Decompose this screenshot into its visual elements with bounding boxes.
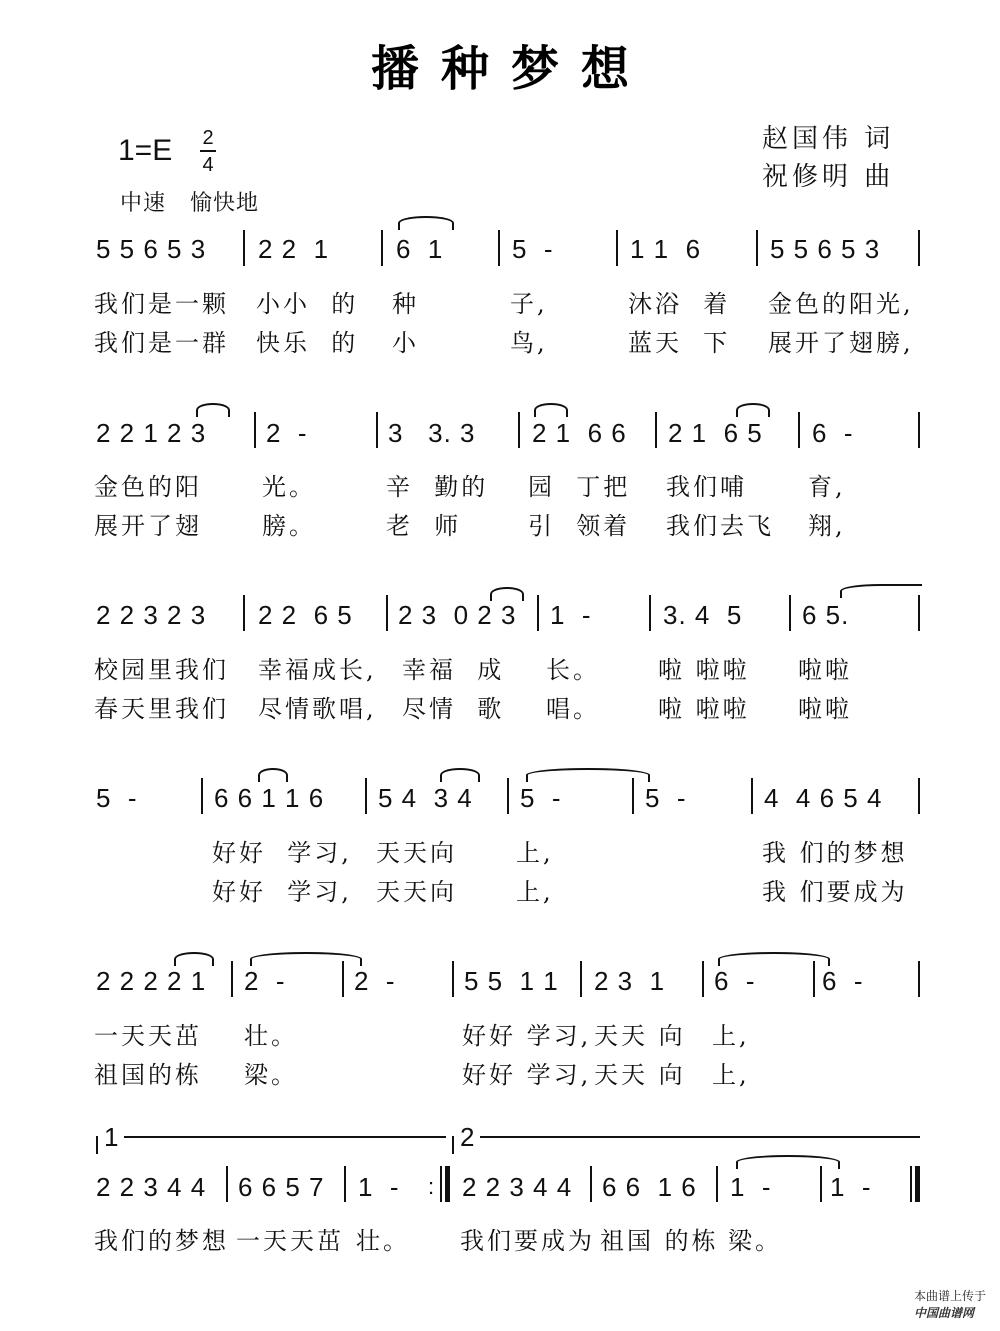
time-signature-numerator: 2 <box>202 127 214 149</box>
barline <box>518 412 520 448</box>
lyric-verse-2: 展开了翅膀, <box>768 329 914 357</box>
measure-notes: 4 4 6 5 4 <box>764 783 883 813</box>
lyric-verse-1: 幸福 成 <box>402 656 505 684</box>
barline <box>918 595 920 631</box>
lyric-verse-1: 祖国 的栋 <box>600 1227 719 1255</box>
measure-notes: 1 - <box>550 600 592 630</box>
measure-notes: 6 1 <box>396 234 444 264</box>
measure-notes: 1 1 6 <box>630 234 702 264</box>
barline <box>655 412 657 448</box>
measure-notes: 3 3. 3 <box>388 418 476 448</box>
slur-arc <box>534 403 568 417</box>
volta-2-number: 2 <box>460 1122 475 1152</box>
final-barline-thin <box>910 1166 912 1202</box>
tie-arc <box>250 952 362 966</box>
barline <box>243 595 245 631</box>
barline <box>498 230 500 266</box>
key-signature: 1=E <box>118 134 173 167</box>
lyric-verse-2: 蓝天 下 <box>628 329 731 357</box>
lyric-verse-1: 园 丁把 <box>528 473 631 501</box>
lyric-verse-1: 一天天茁 <box>236 1227 344 1255</box>
barline <box>344 1166 346 1202</box>
lyric-verse-1: 幸福成长, <box>258 656 377 684</box>
lyric-verse-1: 金色的阳 <box>94 473 202 501</box>
lyric-verse-1: 光。 <box>262 473 316 501</box>
lyric-verse-2: 上, <box>516 878 554 906</box>
lyric-verse-1: 上, <box>516 839 554 867</box>
lyric-verse-2: 膀。 <box>262 512 316 540</box>
measure-notes: 2 1 6 6 <box>532 418 627 448</box>
barline <box>231 961 233 997</box>
measure-notes: 6 - <box>714 966 756 996</box>
repeat-dots: : <box>428 1174 435 1199</box>
repeat-barline-thin <box>440 1166 442 1202</box>
barline <box>376 412 378 448</box>
measure-notes: 2 1 6 5 <box>668 418 763 448</box>
final-barline-thick <box>915 1166 920 1202</box>
measure-notes: 2 - <box>244 966 286 996</box>
barline <box>616 230 618 266</box>
barline <box>918 230 920 266</box>
slur-arc <box>736 403 770 417</box>
footer-credit <box>906 1273 986 1321</box>
measure-notes: 6 6 1 6 <box>602 1172 697 1202</box>
barline <box>386 595 388 631</box>
barline <box>716 1166 718 1202</box>
lyric-verse-2: 好好 学习, <box>212 878 352 906</box>
measure-notes: 2 2 1 <box>258 234 330 264</box>
lyric-verse-2: 尽情 歌 <box>402 695 505 723</box>
lyricist-credit: 赵国伟 词 <box>762 124 895 154</box>
barline <box>751 778 753 814</box>
barline <box>342 961 344 997</box>
measure-notes: 2 2 3 4 4 <box>96 1172 207 1202</box>
tie-arc <box>398 216 454 230</box>
barline <box>226 1166 228 1202</box>
lyric-verse-1: 壮。 <box>244 1022 298 1050</box>
lyric-verse-2: 快乐 的 <box>256 329 359 357</box>
lyric-verse-1: 上, <box>712 1022 750 1050</box>
lyric-verse-2: 天天 向 <box>594 1061 686 1089</box>
lyric-verse-1: 金色的阳光, <box>768 290 914 318</box>
lyric-verse-1: 好好 学习, <box>212 839 352 867</box>
lyric-verse-1: 我们哺 <box>666 473 747 501</box>
lyric-verse-2: 祖国的栋 <box>94 1061 202 1089</box>
lyric-verse-2: 尽情歌唱, <box>258 695 377 723</box>
lyric-verse-2: 好好 学习, <box>462 1061 592 1089</box>
lyric-verse-2: 引 领着 <box>528 512 631 540</box>
song-title: 播种梦想 <box>370 41 651 97</box>
lyric-verse-1: 沐浴 着 <box>628 290 731 318</box>
measure-notes: 1 - <box>730 1172 772 1202</box>
barline <box>243 230 245 266</box>
tie-arc <box>736 1155 840 1169</box>
measure-notes: 6 5. <box>802 600 850 630</box>
lyric-verse-1: 校园里我们 <box>94 656 229 684</box>
slur-arc <box>440 768 480 782</box>
barline <box>702 961 704 997</box>
measure-notes: 2 2 1 2 3 <box>96 418 207 448</box>
lyric-verse-2: 鸟, <box>510 329 548 357</box>
lyric-verse-1: 辛 勤的 <box>386 473 489 501</box>
lyric-verse-1: 好好 学习, <box>462 1022 592 1050</box>
lyric-verse-2: 我 们要成为 <box>762 878 908 906</box>
barline <box>452 961 454 997</box>
slur-arc <box>174 952 214 966</box>
lyric-verse-1: 啦 啦啦 <box>658 656 750 684</box>
lyric-verse-2: 啦啦 <box>798 695 852 723</box>
volta-1-number: 1 <box>104 1122 119 1152</box>
volta-1-bracket-left <box>96 1136 98 1154</box>
barline <box>756 230 758 266</box>
measure-notes: 6 6 5 7 <box>238 1172 325 1202</box>
lyric-verse-1: 我们是一颗 <box>94 290 229 318</box>
barline <box>820 1166 822 1202</box>
volta-2-bracket <box>480 1136 920 1138</box>
barline <box>798 412 800 448</box>
barline <box>507 778 509 814</box>
barline <box>632 778 634 814</box>
measure-notes: 2 2 3 4 4 <box>462 1172 573 1202</box>
lyric-verse-2: 老 师 <box>386 512 462 540</box>
volta-2-bracket-left <box>452 1136 454 1154</box>
measure-notes: 2 3 0 2 3 <box>398 600 517 630</box>
lyric-verse-1: 天天 向 <box>594 1022 686 1050</box>
barline <box>813 961 815 997</box>
lyric-verse-2: 小 <box>392 329 419 357</box>
lyric-verse-1: 育, <box>808 473 846 501</box>
barline <box>918 412 920 448</box>
lyric-verse-1: 我 们的梦想 <box>762 839 908 867</box>
barline <box>381 230 383 266</box>
lyric-verse-1: 子, <box>510 290 548 318</box>
barline <box>590 1166 592 1202</box>
measure-notes: 5 - <box>512 234 554 264</box>
barline <box>789 595 791 631</box>
lyric-verse-1: 一天天茁 <box>94 1022 202 1050</box>
lyric-verse-1: 我们的梦想 <box>94 1227 229 1255</box>
barline <box>365 778 367 814</box>
barline <box>580 961 582 997</box>
measure-notes: 2 2 2 2 1 <box>96 966 207 996</box>
lyric-verse-2: 展开了翅 <box>94 512 202 540</box>
time-signature-denominator: 4 <box>202 154 214 176</box>
lyric-verse-2: 翔, <box>808 512 846 540</box>
site-logo: 中国曲谱网 <box>913 1306 974 1320</box>
measure-notes: 2 - <box>266 418 308 448</box>
measure-notes: 6 - <box>812 418 854 448</box>
lyric-verse-1: 壮。 <box>356 1227 410 1255</box>
time-signature-divider <box>200 150 216 152</box>
measure-notes: 5 - <box>645 783 687 813</box>
slur-arc <box>196 403 230 417</box>
barline <box>254 412 256 448</box>
measure-notes: 6 6 1 1 6 <box>214 783 325 813</box>
lyric-verse-1: 我们要成为 <box>460 1227 595 1255</box>
lyric-verse-1: 梁。 <box>728 1227 782 1255</box>
measure-notes: 2 2 3 2 3 <box>96 600 207 630</box>
lyric-verse-2: 我们去飞 <box>666 512 774 540</box>
barline <box>918 961 920 997</box>
lyric-verse-2: 上, <box>712 1061 750 1089</box>
lyric-verse-1: 天天向 <box>376 839 457 867</box>
lyric-verse-2: 我们是一群 <box>94 329 229 357</box>
measure-notes: 3. 4 5 <box>663 600 743 630</box>
tempo-marking: 中速 愉快地 <box>120 191 259 216</box>
measure-notes: 5 5 1 1 <box>464 966 559 996</box>
slur-arc <box>258 768 288 782</box>
measure-notes: 5 4 3 4 <box>378 783 473 813</box>
repeat-barline-thick <box>445 1166 450 1202</box>
footer-text: 本曲谱上传于 <box>913 1289 986 1303</box>
slur-arc <box>490 587 524 601</box>
lyric-verse-2: 啦 啦啦 <box>658 695 750 723</box>
measure-notes: 5 5 6 5 3 <box>770 234 881 264</box>
lyric-verse-1: 种 <box>392 290 419 318</box>
lyric-verse-1: 啦啦 <box>798 656 852 684</box>
lyric-verse-1: 长。 <box>546 656 600 684</box>
measure-notes: 6 - <box>822 966 864 996</box>
composer-credit: 祝修明 曲 <box>762 162 895 192</box>
measure-notes: 2 2 6 5 <box>258 600 353 630</box>
measure-notes: 1 - <box>358 1172 400 1202</box>
lyric-verse-2: 唱。 <box>546 695 600 723</box>
tie-arc <box>840 584 922 598</box>
lyric-verse-2: 梁。 <box>244 1061 298 1089</box>
measure-notes: 5 - <box>520 783 562 813</box>
measure-notes: 2 3 1 <box>594 966 666 996</box>
measure-notes: 2 - <box>354 966 396 996</box>
volta-1-bracket <box>124 1136 446 1138</box>
barline <box>918 778 920 814</box>
lyric-verse-1: 小小 的 <box>256 290 359 318</box>
lyric-verse-2: 天天向 <box>376 878 457 906</box>
measure-notes: 1 - <box>830 1172 872 1202</box>
measure-notes: 5 - <box>96 783 138 813</box>
lyric-verse-2: 春天里我们 <box>94 695 229 723</box>
barline <box>537 595 539 631</box>
barline <box>649 595 651 631</box>
measure-notes: 5 5 6 5 3 <box>96 234 207 264</box>
barline <box>201 778 203 814</box>
